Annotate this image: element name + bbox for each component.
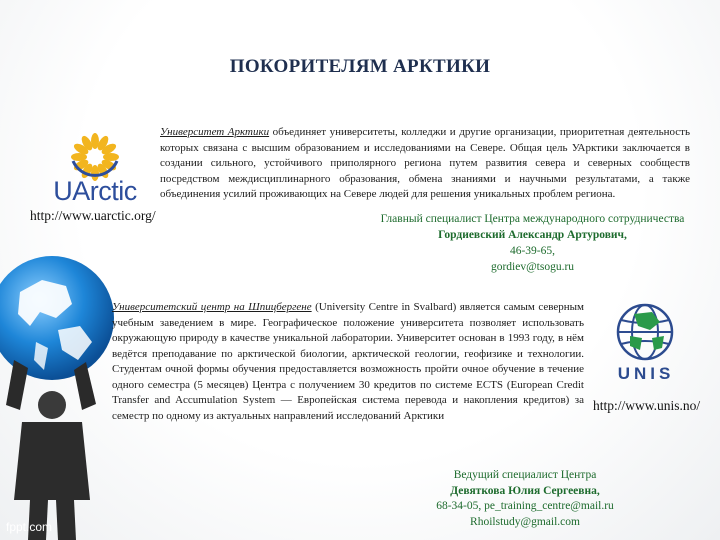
contact2-phone: 68-34-05, pe_training_centre@mail.ru [436, 500, 614, 512]
contact1-role: Главный специалист Центра международного сотрудничества [380, 213, 685, 225]
unis-url-link[interactable]: http://www.unis.no/ [593, 398, 701, 413]
uarctic-lead-link[interactable]: Университет Арктики [160, 126, 270, 138]
contact-block-1 [360, 211, 705, 275]
contact2-name: Девяткова Юлия Сергеевна, [450, 484, 600, 497]
uarctic-url-link[interactable]: http://www.uarctic.org/ [30, 208, 156, 223]
unis-description [112, 300, 584, 424]
contact2-email[interactable]: Rhoilstudy@gmail.com [470, 515, 580, 528]
person-holding-globe-icon [0, 200, 118, 540]
contact1-email[interactable]: gordiev@tsogu.ru [490, 261, 575, 273]
contact1-phone: 46-39-65, [509, 245, 556, 257]
unis-globe-logo-icon [612, 300, 678, 364]
unis-lead-link[interactable]: Университетский центр на Шпицбергене [112, 301, 312, 313]
footer-watermark: fppt.com [6, 520, 53, 534]
contact-block-2 [380, 468, 670, 530]
contact2-role: Ведущий специалист Центра [453, 469, 597, 481]
uarctic-text: объединяет университеты, колледжи и другие организации, приоритетная деятельность которых связана с высшим образованием и исследованиями на Севере. Общая цель УАрктики заключается в создании сильного, устойчивого приполярного региона путем развития севера и северных сообществ посредством междисциплинарного образования, обмена знаниями и научными результатами, а также объединения усилий проживающих на Севере людей для решения уникальных проблем региона. [160, 126, 690, 201]
uarctic-logo-text: UArctic [53, 176, 137, 206]
unis-text: (University Centre in Svalbard) является самым северным учебным заведением в мире. Географическое положение университета позволяет использовать окружающую природу в качестве уникальной лаборатории. Университет основан в 1993 году, в нём ведётся преподавание по арктической биологии, арктической геологии, геофизике и технологии. Студентам очной формы обучения предоставляется возможность пройти очное обучение в течение одного семестра (5 месяцев) Центра с получением 30 кредитов по системе ECTS (European Credit Transfer and Accumulation System — Европейская система перевода и накопления кредитов) за семестр по одному из актуальных направлений исследований Арктики [112, 301, 584, 422]
contact1-name: Гордиевский Александр Артурович, [438, 229, 627, 241]
uarctic-description [160, 125, 690, 203]
page-title: ПОКОРИТЕЛЯМ АРКТИКИ [229, 56, 491, 77]
unis-logo-text: UNIS [617, 364, 675, 383]
